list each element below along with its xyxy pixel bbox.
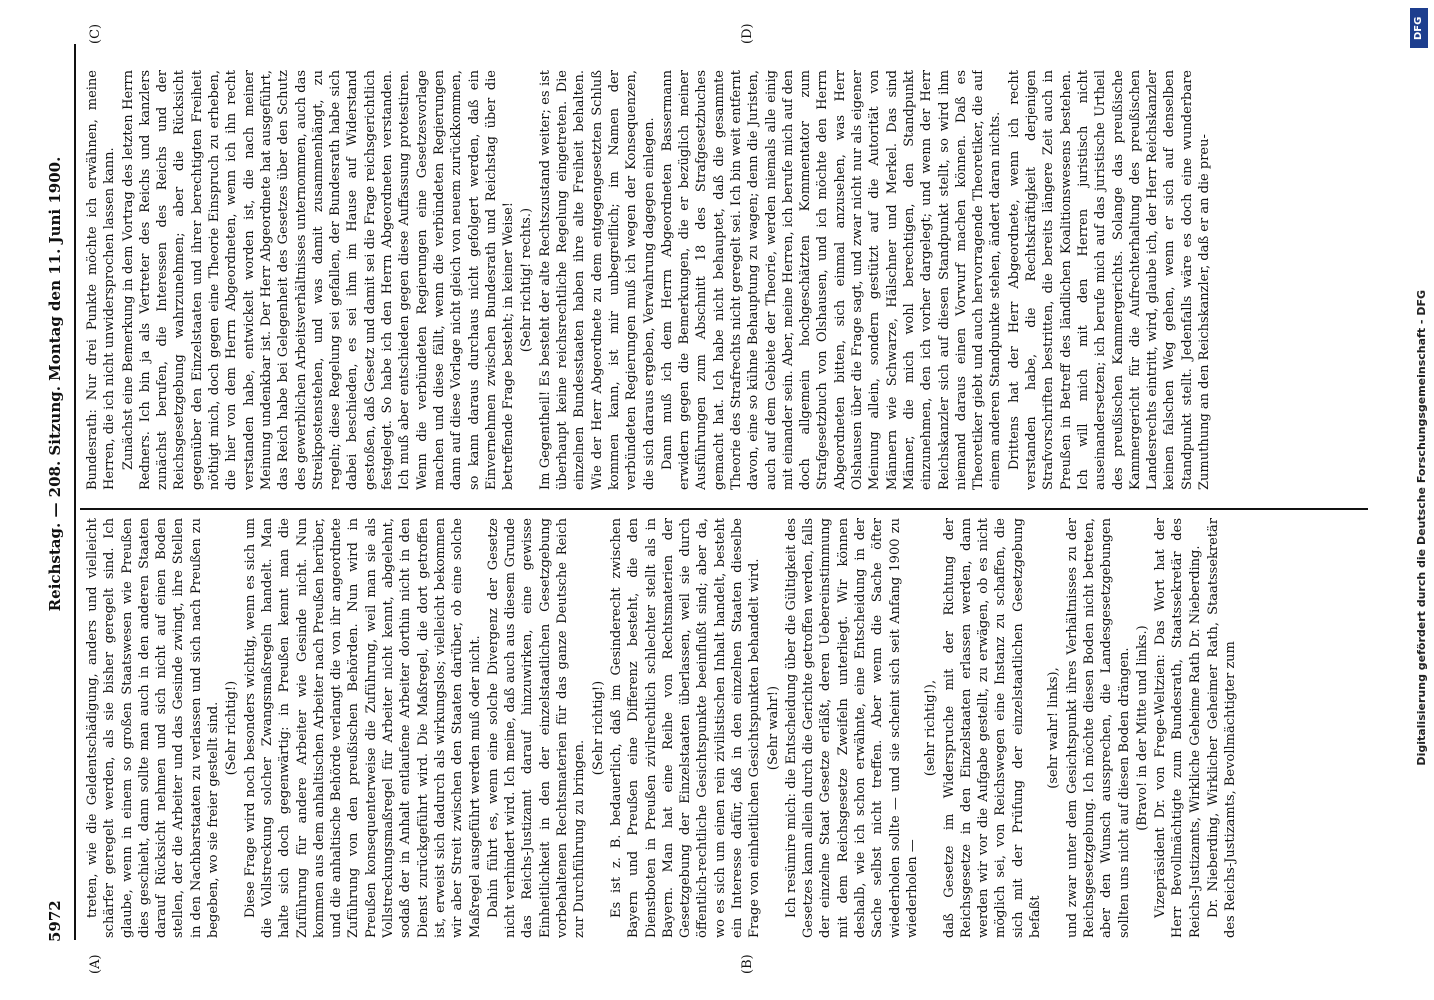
attribution-strip	[1402, 0, 1432, 1000]
page-header	[42, 0, 72, 1000]
header-rule	[74, 44, 76, 940]
paragraph: Dr. Nieberding, Wirklicher Geheimer Rath, Staatssekretär des Reichs-Justizamts, Bevollmächtigter zum	[1206, 518, 1239, 938]
paragraph: daß Gesetze im Widerspruche mit der Richtung der Reichsgesetze in den Einzelstaaten erlassen werden, dann werden wir vor die Aufgabe gestellt, zu erwägen, ob es nicht möglich sei, von Reichswegen eine Instanz zu schaffen, die sich mit der Prüfung der einzelstaatlichen Gesetzgebung befaßt	[941, 518, 1044, 938]
interjection: (sehr wahr! links),	[1046, 667, 1062, 789]
paragraph: Zunächst eine Bemerkung in dem Vortrag des letzten Herrn Redners. Ich bin ja als Vertreter des Reichs und kanzlers zunächst berufen, die Interessen des Reichs und der Reichsgesetzgebung wahrzunehmen; aber die Rücksicht gegenüber den Einzelstaaten und ihrer berechtigten Freiheit nöthigt mich, doch gegen eine Theorie Einspruch zu erheben, die hier von dem Herrn Abgeordneten, wenn ich ihn recht verstanden habe, entwickelt worden ist, die nach meiner Meinung undenkbar ist. Der Herr Abgeordnete hat ausgeführt, das Reich habe bei Gelegenheit des Gesetzes über den Schutz des gewerblichen Arbeitsverhältnisses unternommen, auch das Streikpostenstehen, und was damit zusammenhängt, zu regeln; diese Regelung sei gefallen, der Bundesrath habe sich dabei beschieden, es sei ihm im Hause auf Widerstand gestoßen, daß Gesetz und damit sei die Frage reichsgerichtlich festgelegt. So habe ich den Herrn Abgeordneten verstanden. Ich muß aber entschieden gegen diese Auffassung protestiren. Wenn die verbündeten Regierungen eine Gesetzesvorlage machen und diese fällt, wenn die verbündeten Regierungen dann auf diese Vorlage nicht gleich von neuem zurückkommen, so kann daraus durchaus nicht gefolgert werden, daß ein Einvernehmen zwischen Bundesrath und Reichstag über die betreffende Frage besteht; in keiner Weise!	[120, 70, 517, 490]
interjection: (sehr richtig!),	[923, 679, 939, 777]
paragraph: Drittens hat der Herr Abgeordnete, wenn ich recht verstanden habe, die Rechtskräftigkeit derjenigen Strafvorschriften bestritten, die bereits längere Zeit auch in Preußen in Betreff des ländlichen Koalitionswesens bestehen. Ich will mich mit den Herren juristisch nicht auseinandersetzen; ich berufe mich auf das juristische Urtheil des preußischen Kammergerichts. Solange das preußische Kammergericht für die Aufrechterhaltung des preußischen Landesrechts eintritt, wird, glaube ich, der Herr Reichskanzler keinen falschen Weg gehen, wenn er sich auf denselben Standpunkt stellt. Jedenfalls wäre es doch eine wunderbare Zumuthung an den Reichskanzler, daß er an die preu-	[1006, 70, 1212, 490]
paragraph: Vizepräsident Dr. von Frege-Weltzien: Das Wort hat der Herr Bevollmächtigte zum Bundesrath, Staatssekretär des Reichs-Justizamts, Wirkliche Geheime Rath Dr. Nieberding.	[1153, 518, 1203, 938]
paragraph: Es ist z. B. bedauerlich, daß im Gesinderecht zwischen Bayern und Preußen eine Differenz besteht, die den Dienstboten in Preußen zivilrechtlich schlechter stellt als in Bayern. Man hat eine Reihe von Rechtsmaterien der Gesetzgebung der Einzelstaaten überlassen, weil sie durch öffentlich-rechtliche Gesichtspunkte beeinflußt sind; aber da, wo es sich um einen rein zivilistischen Inhalt handelt, besteht ein Interesse dafür, daß in den einzelnen Staaten dieselbe Frage von einheitlichen Gesichtspunkten behandelt wird.	[608, 518, 763, 938]
interjection: (Sehr richtig!)	[224, 680, 240, 776]
interjection: (Bravo! in der Mitte und links.)	[1134, 625, 1150, 831]
margin-mark-d: (D)	[740, 23, 755, 44]
interjection: (Sehr richtig! rechts.)	[519, 207, 535, 353]
paragraph: Bundesrath: Nur drei Punkte möchte ich erwähnen, meine Herren, die ich nicht unwidersprochen lassen kann.	[85, 70, 118, 490]
page-title: Reichstag. — 208. Sitzung. Montag den 11. Juni 1900.	[46, 156, 64, 612]
page-number: 5972	[46, 900, 64, 942]
paragraph: treten, wie die Geldentschädigung, anders und vielleicht schärfer geregelt werden, als sie bisher geregelt sind. Ich glaube, wenn in einem so großen Staatswesen wie Preußen dies geschieht, dann sollte man auch in den anderen Staaten darauf Rücksicht nehmen und sich nicht auf einen Boden stellen, der die Arbeiter und das Gesinde zwingt, ihre Stellen in den Nachbarstaaten zu verlassen und sich nach Preußen zu begeben, wo sie freier gestellt sind.	[85, 518, 222, 938]
right-column	[84, 70, 1374, 490]
margin-mark-a: (A)	[88, 954, 103, 974]
paragraph: Diese Frage wird noch besonders wichtig, wenn es sich um die Vollstreckung solcher Zwangsmaßregeln handelt. Man halte sich doch gegenwärtig: in Preußen kennt man die Zuführung für andere Arbeiter wie Gesinde nicht. Nun kommen aus dem anhaltischen Arbeiter nach Preußen herüber, und die anhaltische Behörde verlangt die von ihr angeordnete Zuführung von den preußischen Behörden. Nun wird in Preußen konsequenterweise die Zuführung, weil man sie als Vollstreckungsmaßregel für Arbeiter nicht kennt, abgelehnt, sodaß der in Anhalt entlaufene Arbeiter dorthin nicht in den Dienst zurückgeführt wird. Die Maßregel, die dort getroffen ist, erweist sich dadurch als wirkungslos; vielleicht bekommen wir aber Streit zwischen den Staaten darüber, ob eine solche Maßregel ausgeführt werden muß oder nicht.	[242, 518, 483, 938]
interjection: (Sehr wahr!)	[765, 685, 781, 771]
left-column	[84, 518, 1374, 938]
margin-mark-b: (B)	[740, 954, 755, 974]
paragraph: Dann muß ich dem Herrn Abgeordneten Bassermann erwidern gegen die Bemerkungen, die er bezüglich meiner Ausführungen zum Abschnitt 18 des Strafgesetzbuches gemacht hat. Ich habe nicht behauptet, daß die gesammte Theorie des Strafrechts nicht geregelt sei. Ich bin weit entfernt davon, eine so kühne Behauptung zu wagen; denn die Juristen, auch auf dem Gebiete der Theorie, werden niemals alle einig mit einander sein. Aber, meine Herren, ich berufe mich auf den doch allgemein hochgeschätzten Kommentator zum Strafgesetzbuch von Olshausen, und ich möchte den Herrn Abgeordneten bitten, sich einmal anzusehen, was Herr Olshausen über die Frage sagt, und zwar nicht nur als eigener Meinung allein, sondern gestützt auf die Autorität von Männern wie Schwarze, Hälschner und Merkel. Das sind Männer, die mich wohl berechtigen, den Standpunkt einzunehmen, den ich vorher dargelegt; und wenn der Herr Reichskanzler sich auf diesen Standpunkt stellt, so wird ihm niemand daraus einen Vorwurf machen können. Daß es Theoretiker giebt und auch hervorragende Theoretiker, die auf einem anderen Standpunkte stehen, ändert daran nichts.	[659, 70, 1004, 490]
paragraph: Dahin führt es, wenn eine solche Divergenz der Gesetze nicht verhindert wird. Ich meine, daß auch aus diesem Grunde das Reichs-Justizamt darauf hinzuwirken, eine gewisse Einheitlichkeit in den der einzelstaatlichen Gesetzgebung vorbehaltenen Rechtsmaterien für das ganze Deutsche Reich zur Durchführung zu bringen.	[485, 518, 588, 938]
paragraph: Ich resümire mich: die Entscheidung über die Gültigkeit des Gesetzes kann allein durch die Gerichte getroffen werden, falls der einzelne Staat Gesetze erläßt, deren Uebereinstimmung mit dem Reichsgesetze Zweifeln unterliegt. Wir können deshalb, wie ich schon erwähnte, eine Entscheidung in der Sache selbst nicht treffen. Aber wenn die Sache öfter wiederholen sollte — und sie scheint sich seit Anfang 1900 zu wiederholen —	[783, 518, 920, 938]
margin-mark-c: (C)	[88, 23, 103, 44]
attribution-text: Digitalisierung gefördert durch die Deutsche Forschungsgemeinschaft - DFG	[1415, 290, 1428, 766]
paragraph: und zwar unter dem Gesichtspunkt ihres Verhältnisses zu der Reichsgesetzgebung. Ich möchte diesen Boden nicht betreten, aber den Wunsch aussprechen, die Landesgesetzgebungen sollten uns nicht auf diesen Boden drängen.	[1064, 518, 1132, 938]
interjection: (Sehr richtig!)	[590, 680, 606, 776]
column-rule	[80, 508, 1368, 510]
paragraph: Im Gegentheil! Es besteht der alte Rechtszustand weiter; es ist überhaupt keine reichsrechtliche Regelung eingetreten. Die einzelnen Bundesstaaten haben ihre alte Freiheit behalten. Wie der Herr Abgeordnete zu dem entgegengesetzten Schluß kommen kann, ist mir unbegreiflich; im Namen der verbündeten Regierungen muß ich wegen der Konsequenzen, die sich daraus ergeben, Verwahrung dagegen einlegen.	[537, 70, 657, 490]
dfg-logo: DFG	[1410, 8, 1428, 48]
